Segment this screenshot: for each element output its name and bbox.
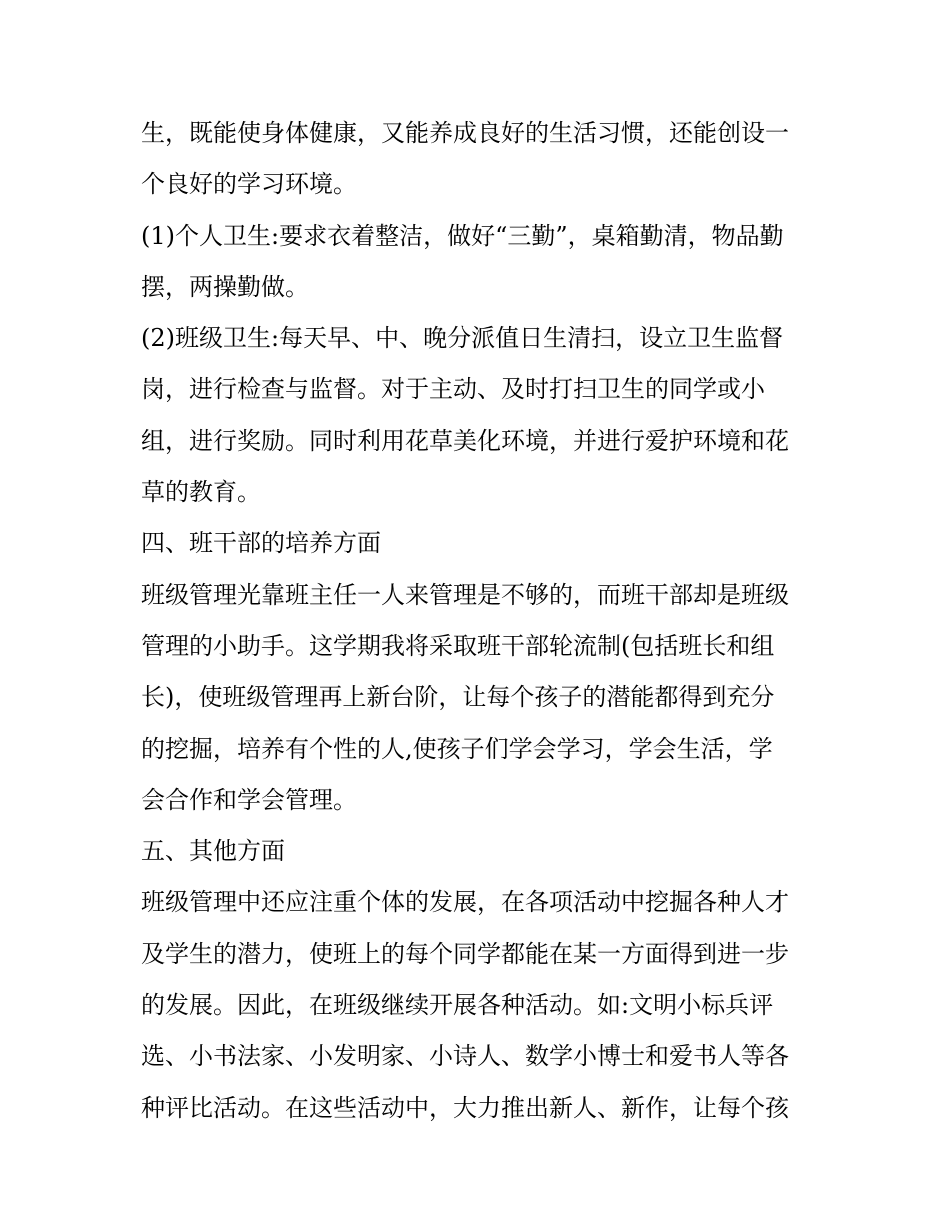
- document-body: [141, 108, 831, 1134]
- text-line: 生，既能使身体健康，又能养成良好的生活习惯，还能创设一: [141, 119, 789, 147]
- text-line: 长)，使班级管理再上新台阶，让每个孩子的潜能都得到充分: [141, 683, 775, 712]
- text-line: 组，进行奖励。同时利用花草美化环境，并进行爱护环境和花: [141, 426, 789, 455]
- text-line: 岗，进行检查与监督。对于主动、及时打扫卫生的同学或小: [141, 375, 765, 404]
- text-line: 会合作和学会管理。: [141, 785, 357, 814]
- text-line: 的挖掘，培养有个性的人,使孩子们学会学习，学会生活，学: [141, 734, 773, 763]
- text-line: 及学生的潜力，使班上的每个同学都能在某一方面得到进一步: [141, 939, 789, 968]
- section-heading: 四、班干部的培养方面: [141, 529, 381, 558]
- text-line: 管理的小助手。这学期我将采取班干部轮流制(包括班长和组: [141, 631, 775, 660]
- text-line: 个良好的学习环境。: [141, 170, 357, 199]
- text-line: 班级管理中还应注重个体的发展，在各项活动中挖掘各种人才: [141, 888, 789, 917]
- text-line: 草的教育。: [141, 478, 261, 507]
- section-heading: 五、其他方面: [141, 837, 285, 866]
- text-line: (2)班级卫生:每天早、中、晚分派值日生清扫，设立卫生监督: [141, 324, 784, 353]
- text-line: 选、小书法家、小发明家、小诗人、数学小博士和爱书人等各: [141, 1042, 789, 1071]
- text-line: 班级管理光靠班主任一人来管理是不够的，而班干部却是班级: [141, 580, 789, 609]
- text-line: (1)个人卫生:要求衣着整洁，做好“三勤”，桌箱勤清，物品勤: [141, 221, 784, 250]
- text-line: 摆，两操勤做。: [141, 272, 309, 301]
- text-line: 的发展。因此，在班级继续开展各种活动。如:文明小标兵评: [141, 991, 774, 1020]
- text-line: 种评比活动。在这些活动中，大力推出新人、新作，让每个孩: [141, 1093, 789, 1122]
